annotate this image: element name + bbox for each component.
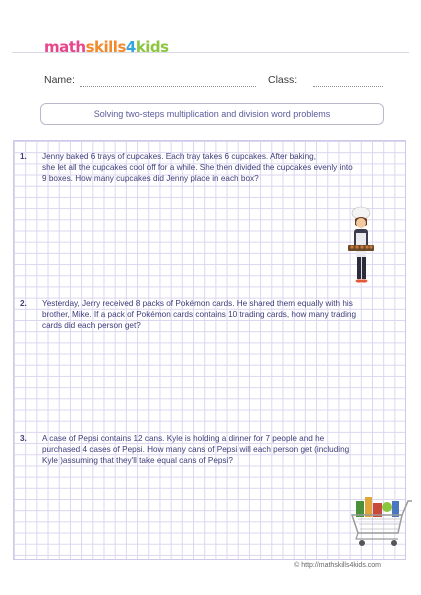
worksheet-title: Solving two-steps multiplication and division word problems (40, 103, 384, 125)
question-number: 2. (20, 299, 27, 308)
logo-part-math: math (44, 38, 86, 56)
question-text: A case of Pepsi contains 12 cans. Kyle is holding a dinner for 7 people and he purchased 4 cases of Pepsi. How many cans of Pepsi will each person get (including Kyle )assuming that they'll take equal cans of Pepsi? (42, 434, 350, 466)
question-3 (20, 433, 380, 467)
header-divider (12, 52, 409, 53)
question-number: 3. (20, 434, 27, 443)
baker-illustration (343, 205, 379, 287)
logo-part-kids: kids (135, 38, 169, 56)
question-text: Yesterday, Jerry received 8 packs of Pokémon cards. He shared them equally with his brother, Mike. If a pack of Pokémon cards contains 10 trading cards, how many trading cards did each person get? (42, 299, 357, 331)
copyright-footer: © http://mathskills4kids.com (294, 562, 381, 569)
class-field-line[interactable] (313, 86, 383, 87)
name-label: Name: (44, 74, 75, 86)
logo (44, 38, 169, 56)
name-field-line[interactable] (80, 86, 256, 87)
question-text: Jenny baked 6 trays of cupcakes. Each tray takes 6 cupcakes. After baking, she let all the cupcakes cool off for a while. She then divided the cupcakes evenly into 9 boxes. How many cupcakes did Jenny place in each box? (42, 152, 353, 184)
logo-part-4: 4 (125, 38, 136, 56)
shopping-cart-illustration (348, 493, 414, 551)
question-number: 1. (20, 152, 27, 161)
logo-part-skills: skills (85, 38, 126, 56)
class-label: Class: (268, 74, 298, 86)
question-1 (20, 151, 380, 185)
question-2 (20, 298, 380, 332)
